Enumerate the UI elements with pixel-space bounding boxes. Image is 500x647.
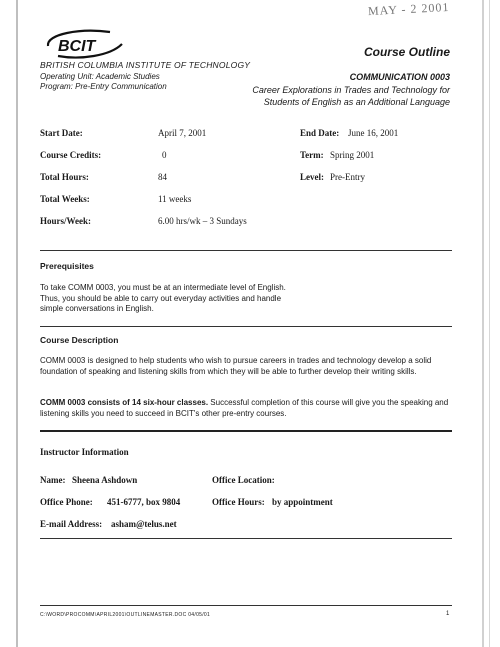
page-number: 1 [446, 611, 450, 617]
description-paragraph-2 [40, 398, 452, 419]
office-phone-label: Office Phone: [40, 497, 93, 507]
prerequisites-title: Prerequisites [40, 261, 94, 271]
total-hours-value: 84 [158, 172, 167, 182]
operating-unit: Operating Unit: Academic Studies [40, 72, 160, 81]
level-value: Pre-Entry [330, 172, 365, 182]
office-hours: by appointment [272, 497, 333, 507]
received-date-stamp: MAY - 2 2001 [367, 0, 450, 19]
instructor-name-label: Name: [40, 475, 66, 485]
footer-file-path: C:\WORD\PROCOMM\APRIL2001\OUTLINEMASTER.DOC 04/05/01 [40, 612, 211, 618]
scan-edge-left [16, 0, 18, 647]
description-paragraph-2-bold: COMM 0003 consists of 14 six-hour classes. [40, 398, 209, 407]
office-phone: 451-6777, box 9804 [107, 497, 181, 507]
description-paragraph-2-rest: Successful completion of this course will give you the speaking and listening skills you need to succeed in BCIT's other pre-entry courses. [40, 398, 449, 418]
divider [40, 430, 452, 432]
course-name: Career Explorations in Trades and Technology for Students of English as an Additional Language [252, 85, 450, 107]
office-hours-label: Office Hours: [212, 497, 265, 507]
start-date-label: Start Date: [40, 128, 83, 138]
course-code: COMMUNICATION 0003 [349, 72, 450, 82]
email-address: asham@telus.net [111, 519, 177, 529]
institute-name: BRITISH COLUMBIA INSTITUTE OF TECHNOLOGY [40, 60, 251, 70]
credits-value: 0 [162, 150, 167, 160]
end-date-label: End Date: [300, 128, 340, 138]
divider [40, 250, 452, 251]
footer-divider [40, 605, 452, 606]
divider [40, 326, 452, 327]
start-date-value: April 7, 2001 [158, 128, 207, 138]
logo-text: BCIT [58, 38, 96, 55]
scan-edge-right [482, 0, 484, 647]
bcit-logo [40, 26, 128, 62]
credits-label: Course Credits: [40, 150, 102, 160]
total-weeks-value: 11 weeks [158, 194, 192, 204]
hours-week-value: 6.00 hrs/wk – 3 Sundays [158, 216, 247, 226]
instructor-title: Instructor Information [40, 447, 129, 457]
email-label: E-mail Address: [40, 519, 103, 529]
hours-week-label: Hours/Week: [40, 216, 91, 226]
office-location-label: Office Location: [212, 475, 275, 485]
prerequisites-text: To take COMM 0003, you must be at an intermediate level of English. Thus, you should be able to carry out everyday activities and handle simple conversations in English. [40, 283, 286, 313]
term-label: Term: [300, 150, 324, 160]
total-hours-label: Total Hours: [40, 172, 89, 182]
term-value: Spring 2001 [330, 150, 375, 160]
level-label: Level: [300, 172, 324, 182]
scan-edge-right-inner [489, 0, 490, 647]
total-weeks-label: Total Weeks: [40, 194, 90, 204]
document-title: Course Outline [363, 45, 450, 59]
description-paragraph-1: COMM 0003 is designed to help students who wish to pursue careers in trades and technology develop a solid foundation of speaking and listening skills from which they will be able to further develop their writing skills. [40, 356, 432, 376]
divider [40, 538, 452, 539]
instructor-name: Sheena Ashdown [72, 475, 138, 485]
end-date-value: June 16, 2001 [348, 128, 399, 138]
description-title: Course Description [40, 335, 119, 345]
program: Program: Pre-Entry Communication [40, 82, 167, 91]
